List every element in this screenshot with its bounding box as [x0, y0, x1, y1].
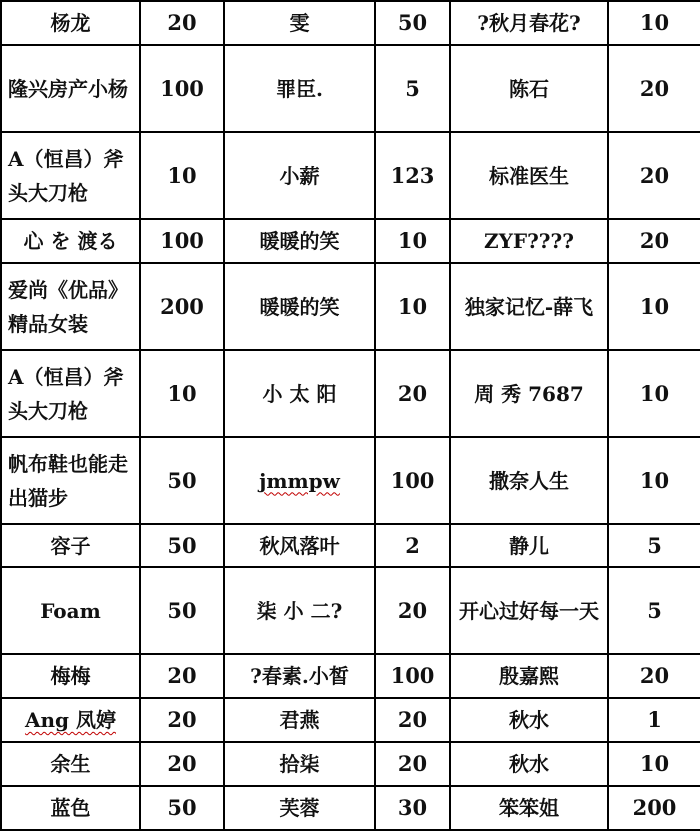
amount-cell: 20 [140, 742, 224, 786]
amount-cell: 10 [608, 263, 700, 350]
name-cell: 静儿 [450, 524, 608, 567]
table-row [1, 524, 700, 567]
amount-cell: 20 [375, 742, 450, 786]
name-cell: 爱尚《优品》精品女装 [1, 263, 140, 350]
name-cell: ?春素.小皙 [224, 654, 375, 698]
table-row [1, 219, 700, 263]
amount-cell: 2 [375, 524, 450, 567]
amount-cell: 100 [140, 219, 224, 263]
amount-cell: 10 [140, 350, 224, 437]
amount-cell: 200 [140, 263, 224, 350]
amount-cell: 5 [375, 45, 450, 132]
amount-cell: 20 [375, 698, 450, 742]
table-row [1, 742, 700, 786]
name-cell: 君燕 [224, 698, 375, 742]
name-text: Ang 凤婷 [24, 708, 116, 732]
name-cell: A（恒昌）斧头大刀枪 [1, 132, 140, 219]
name-cell [224, 437, 375, 524]
amount-cell: 50 [140, 567, 224, 654]
amount-cell: 50 [140, 437, 224, 524]
amount-cell: 10 [375, 263, 450, 350]
amount-cell: 10 [375, 219, 450, 263]
amount-cell: 20 [140, 1, 224, 45]
amount-cell: 1 [608, 698, 700, 742]
table-row [1, 786, 700, 830]
name-cell: 小薪 [224, 132, 375, 219]
amount-cell: 100 [140, 45, 224, 132]
name-cell: 芙蓉 [224, 786, 375, 830]
amount-cell: 30 [375, 786, 450, 830]
table-row [1, 437, 700, 524]
name-cell: 殷嘉熙 [450, 654, 608, 698]
name-cell: 暖暖的笑 [224, 263, 375, 350]
amount-cell: 10 [608, 437, 700, 524]
name-text: jmmpw [259, 468, 340, 493]
name-cell: 秋风落叶 [224, 524, 375, 567]
amount-cell: 50 [140, 524, 224, 567]
amount-cell: 20 [608, 654, 700, 698]
name-cell: 开心过好每一天 [450, 567, 608, 654]
name-cell: 容子 [1, 524, 140, 567]
name-cell: 独家记忆-薛飞 [450, 263, 608, 350]
name-cell: 蓝色 [1, 786, 140, 830]
name-cell: 余生 [1, 742, 140, 786]
amount-cell: 10 [608, 742, 700, 786]
amount-cell: 20 [375, 567, 450, 654]
amount-cell: 200 [608, 786, 700, 830]
table-row [1, 263, 700, 350]
amount-cell: 5 [608, 524, 700, 567]
name-cell: 陈石 [450, 45, 608, 132]
amount-cell: 20 [140, 654, 224, 698]
name-cell: ZYF???? [450, 219, 608, 263]
amount-cell: 10 [608, 1, 700, 45]
amount-cell: 100 [375, 654, 450, 698]
name-cell: 周 秀 7687 [450, 350, 608, 437]
name-cell: 心 を 渡る [1, 219, 140, 263]
amount-cell: 20 [375, 350, 450, 437]
amount-cell: 10 [608, 350, 700, 437]
name-cell: 秋水 [450, 742, 608, 786]
table-row [1, 350, 700, 437]
name-cell: 帆布鞋也能走出猫步 [1, 437, 140, 524]
name-cell: 梅梅 [1, 654, 140, 698]
amount-cell: 50 [375, 1, 450, 45]
name-cell: 标准医生 [450, 132, 608, 219]
amount-cell: 20 [608, 219, 700, 263]
table-row [1, 698, 700, 742]
amount-cell: 20 [608, 45, 700, 132]
name-cell: 暖暖的笑 [224, 219, 375, 263]
name-cell: 笨笨姐 [450, 786, 608, 830]
table-row [1, 132, 700, 219]
amount-cell: 100 [375, 437, 450, 524]
amount-cell: 123 [375, 132, 450, 219]
name-cell: 杨龙 [1, 1, 140, 45]
table-row [1, 45, 700, 132]
name-cell: ?秋月春花? [450, 1, 608, 45]
name-cell: 罪臣. [224, 45, 375, 132]
name-cell: 拾柒 [224, 742, 375, 786]
amount-cell: 50 [140, 786, 224, 830]
name-cell: 隆兴房产小杨 [1, 45, 140, 132]
name-cell: 小 太 阳 [224, 350, 375, 437]
table-row [1, 567, 700, 654]
table-row [1, 1, 700, 45]
table-row [1, 654, 700, 698]
name-cell: 雯 [224, 1, 375, 45]
name-cell [1, 698, 140, 742]
name-cell: A（恒昌）斧头大刀枪 [1, 350, 140, 437]
amount-cell: 20 [140, 698, 224, 742]
name-cell: 柒 小 二? [224, 567, 375, 654]
name-cell: 撒奈人生 [450, 437, 608, 524]
name-cell: 秋水 [450, 698, 608, 742]
name-cell: Foam [1, 567, 140, 654]
amount-cell: 10 [140, 132, 224, 219]
amount-cell: 5 [608, 567, 700, 654]
amount-cell: 20 [608, 132, 700, 219]
